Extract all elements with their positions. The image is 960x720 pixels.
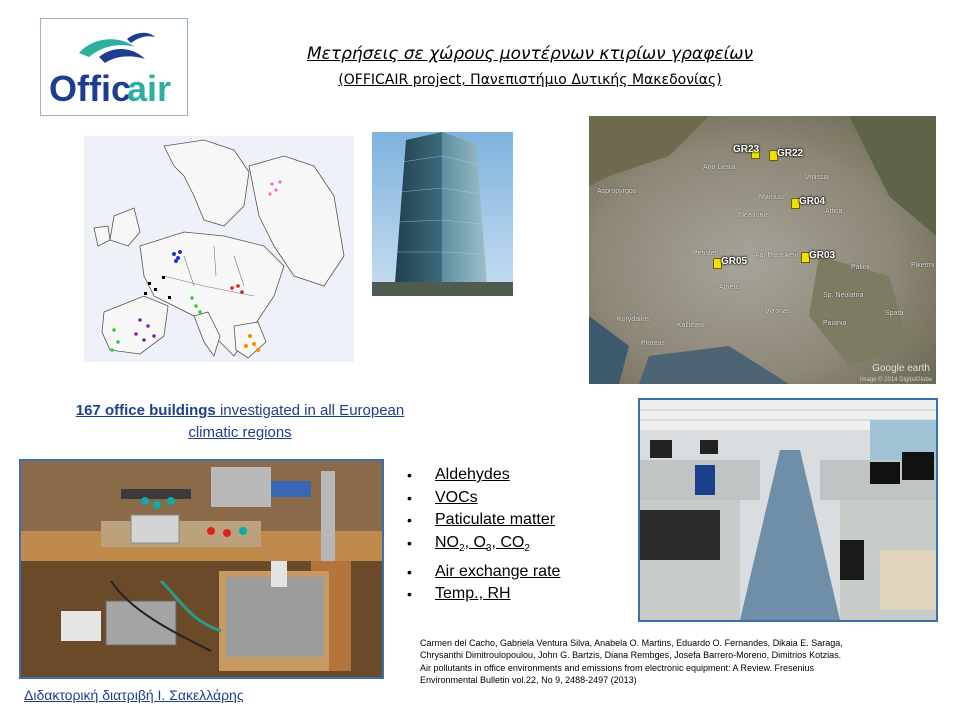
place-label: Korydallos xyxy=(617,316,650,323)
place-label: Ag. Paraskevi xyxy=(755,252,799,259)
thesis-footer: Διδακτορική διατριβή Ι. Σακελλάρης xyxy=(24,687,244,703)
list-item: • $NO_2$, $O_3$, $CO_2$ xyxy=(405,532,635,561)
list-item: • Temp., RH xyxy=(405,583,635,606)
place-label: Kallithea xyxy=(677,322,704,329)
buildings-text-2: climatic regions xyxy=(188,424,292,441)
officair-logo-graphic xyxy=(41,19,187,115)
list-item: • VOCs xyxy=(405,487,635,510)
site-label-gr04: GR04 xyxy=(799,196,826,207)
logo-text-office: Offic xyxy=(49,68,132,109)
place-label: Pallini xyxy=(851,264,870,271)
office-tower-photo xyxy=(372,132,513,296)
place-label: Vrilissia xyxy=(805,174,829,181)
athens-satellite-map xyxy=(589,116,936,384)
office-interior-photo xyxy=(638,398,938,622)
place-label: Spata xyxy=(885,310,904,317)
logo-text-air: air xyxy=(127,68,172,109)
buildings-count: 167 office buildings xyxy=(75,402,216,419)
site-label-gr03: GR03 xyxy=(809,250,836,261)
place-label: Nea Ionia xyxy=(739,212,769,219)
page-title: Μετρήσεις σε χώρους μοντέρνων κτιρίων γραφείων xyxy=(306,44,754,64)
place-label: Ano Liosia xyxy=(703,164,736,171)
map-watermark: Google earth xyxy=(872,363,930,374)
place-label: Aspropyrgos xyxy=(597,188,637,195)
place-label: Paiania xyxy=(823,320,847,327)
place-label: Pikermi xyxy=(911,262,935,269)
list-item: • Air exchange rate xyxy=(405,561,635,584)
place-label: Attica xyxy=(825,208,843,215)
place-label: Marousi xyxy=(759,194,784,201)
buildings-text-1: investigated in all European xyxy=(215,402,405,419)
site-label-gr23: GR23 xyxy=(733,144,760,155)
place-label: Piraeus xyxy=(641,340,665,347)
buildings-statement xyxy=(30,400,450,444)
measurement-equipment-photo xyxy=(19,459,384,679)
list-item: • Aldehydes xyxy=(405,464,635,487)
site-label-gr22: GR22 xyxy=(777,148,804,159)
place-label: Sp. Neolatria xyxy=(823,292,864,299)
place-label: Peristeri xyxy=(693,250,719,257)
place-label: Athens xyxy=(719,284,741,291)
measured-parameters-list xyxy=(405,464,635,606)
list-item: • Paticulate matter xyxy=(405,509,635,532)
officair-logo xyxy=(40,18,188,116)
place-label: Vyronas xyxy=(765,308,791,315)
page-subtitle: (OFFICAIR project, Πανεπιστήμιο Δυτικής Μακεδονίας) xyxy=(338,72,722,88)
map-footer: Image © 2014 DigitalGlobe xyxy=(859,377,932,383)
site-label-gr05: GR05 xyxy=(721,256,748,267)
reference-citation: Carmen del Cacho, Gabriela Ventura Silva, Anabela O. Martins, Eduardo O. Fernandes, Dikaia E. Saraga, Chrysanthi Dimitroulopoulou, John G. Bartzis, Diana Rembges, Josefa Barrero-Moreno, Dimitrios Kotzias. Air pollutants in office environments and emissions from electronic equipment: A Review. Fresenius Environmental Bulletin vol.22, No 9, 2488-2497 (2013) xyxy=(420,638,843,686)
europe-map xyxy=(44,136,354,362)
